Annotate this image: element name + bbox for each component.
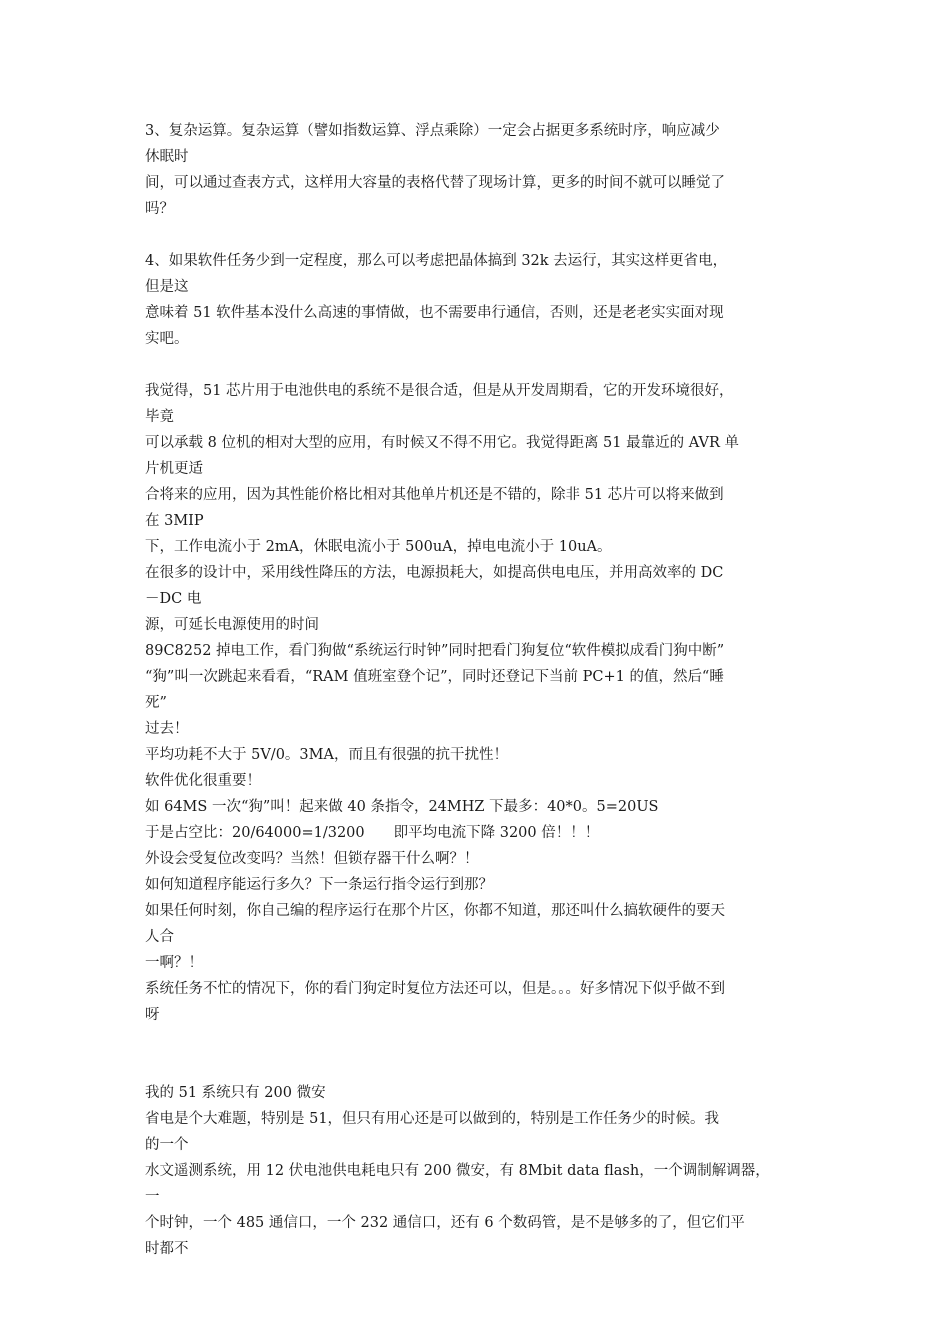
text-line: 于是占空比：20/64000=1/3200 即平均电流下降 3200 倍！！！ [145, 825, 600, 841]
text-line: 系统任务不忙的情况下，你的看门狗定时复位方法还可以，但是。。。好多情况下似乎做不到 [145, 981, 725, 997]
text-line: 休眠时 [145, 149, 189, 165]
paragraph-gap [145, 222, 813, 248]
text-line: 如 64MS 一次“狗”叫！起来做 40 条指令，24MHZ 下最多：40*0。5=20US [145, 799, 659, 815]
text-line: 可以承载 8 位机的相对大型的应用，有时候又不得不用它。我觉得距离 51 最靠近的 AVR 单 [145, 435, 739, 451]
text-line: 在 3MIP [145, 513, 204, 529]
text-line: 实吧。 [145, 331, 189, 347]
text-line: 个时钟，一个 485 通信口，一个 232 通信口，还有 6 个数码管，是不是够多的了，但它们平 [145, 1215, 745, 1231]
text-line: 3、复杂运算。复杂运算（譬如指数运算、浮点乘除）一定会占据更多系统时序，响应减少 [145, 123, 720, 139]
text-line: 平均功耗不大于 5V/0。3MA，而且有很强的抗干扰性！ [145, 747, 508, 763]
text-line: 如何知道程序能运行多久？下一条运行指令运行到那？ [145, 877, 493, 893]
text-line: 的一个 [145, 1137, 189, 1153]
text-line: 呀 [145, 1007, 160, 1023]
paragraph-gap [145, 1028, 813, 1080]
document-page [145, 118, 813, 1262]
paragraph-gap [145, 352, 813, 378]
text-line: “狗”叫一次跳起来看看，“RAM 值班室登个记”，同时还登记下当前 PC+1 的值，然后“睡 [145, 669, 724, 685]
paragraph-opinion-and-watchdog [145, 378, 813, 1028]
text-line: 吗？ [145, 201, 174, 217]
text-line: 我的 51 系统只有 200 微安 [145, 1085, 326, 1101]
text-line: 我觉得，51 芯片用于电池供电的系统不是很合适，但是从开发周期看，它的开发环境很好， [145, 383, 734, 399]
text-line: 但是这 [145, 279, 189, 295]
paragraph-200-microamp-system [145, 1080, 813, 1262]
text-line: 意味着 51 软件基本没什么高速的事情做，也不需要串行通信，否则，还是老老实实面对现 [145, 305, 724, 321]
text-line: 间，可以通过查表方式，这样用大容量的表格代替了现场计算，更多的时间不就可以睡觉了 [145, 175, 725, 191]
text-line: 4、如果软件任务少到一定程度，那么可以考虑把晶体搞到 32k 去运行，其实这样更省电， [145, 253, 728, 269]
text-line: 人合 [145, 929, 174, 945]
text-line: 在很多的设计中，采用线性降压的方法，电源损耗大，如提高供电电压，并用高效率的 DC [145, 565, 724, 581]
text-line: 过去！ [145, 721, 189, 737]
text-line: 外设会受复位改变吗？当然！但锁存器干什么啊？！ [145, 851, 479, 867]
text-line: －DC 电 [145, 591, 202, 607]
text-line: 时都不 [145, 1241, 189, 1257]
text-line: 死” [145, 695, 167, 711]
text-line: 一啊？！ [145, 955, 203, 971]
paragraph-complex-computation [145, 118, 813, 222]
text-line: 水文遥测系统，用 12 伏电池供电耗电只有 200 微安，有 8Mbit data flash，一个调制解调器， [145, 1163, 770, 1179]
text-line: 89C8252 掉电工作，看门狗做“系统运行时钟”同时把看门狗复位“软件模拟成看门狗中断” [145, 643, 725, 659]
text-line: 片机更适 [145, 461, 203, 477]
text-line: 毕竟 [145, 409, 174, 425]
text-line: 如果任何时刻，你自己编的程序运行在那个片区，你都不知道，那还叫什么搞软硬件的要天 [145, 903, 725, 919]
text-line: 源，可延长电源使用的时间 [145, 617, 319, 633]
text-line: 下，工作电流小于 2mA，休眠电流小于 500uA，掉电电流小于 10uA。 [145, 539, 612, 555]
text-line: 省电是个大难题，特别是 51，但只有用心还是可以做到的，特别是工作任务少的时候。我 [145, 1111, 720, 1127]
text-line: 合将来的应用，因为其性能价格比相对其他单片机还是不错的，除非 51 芯片可以将来做到 [145, 487, 724, 503]
text-line: 软件优化很重要！ [145, 773, 261, 789]
paragraph-low-task-crystal [145, 248, 813, 352]
text-line: 一 [145, 1189, 160, 1205]
